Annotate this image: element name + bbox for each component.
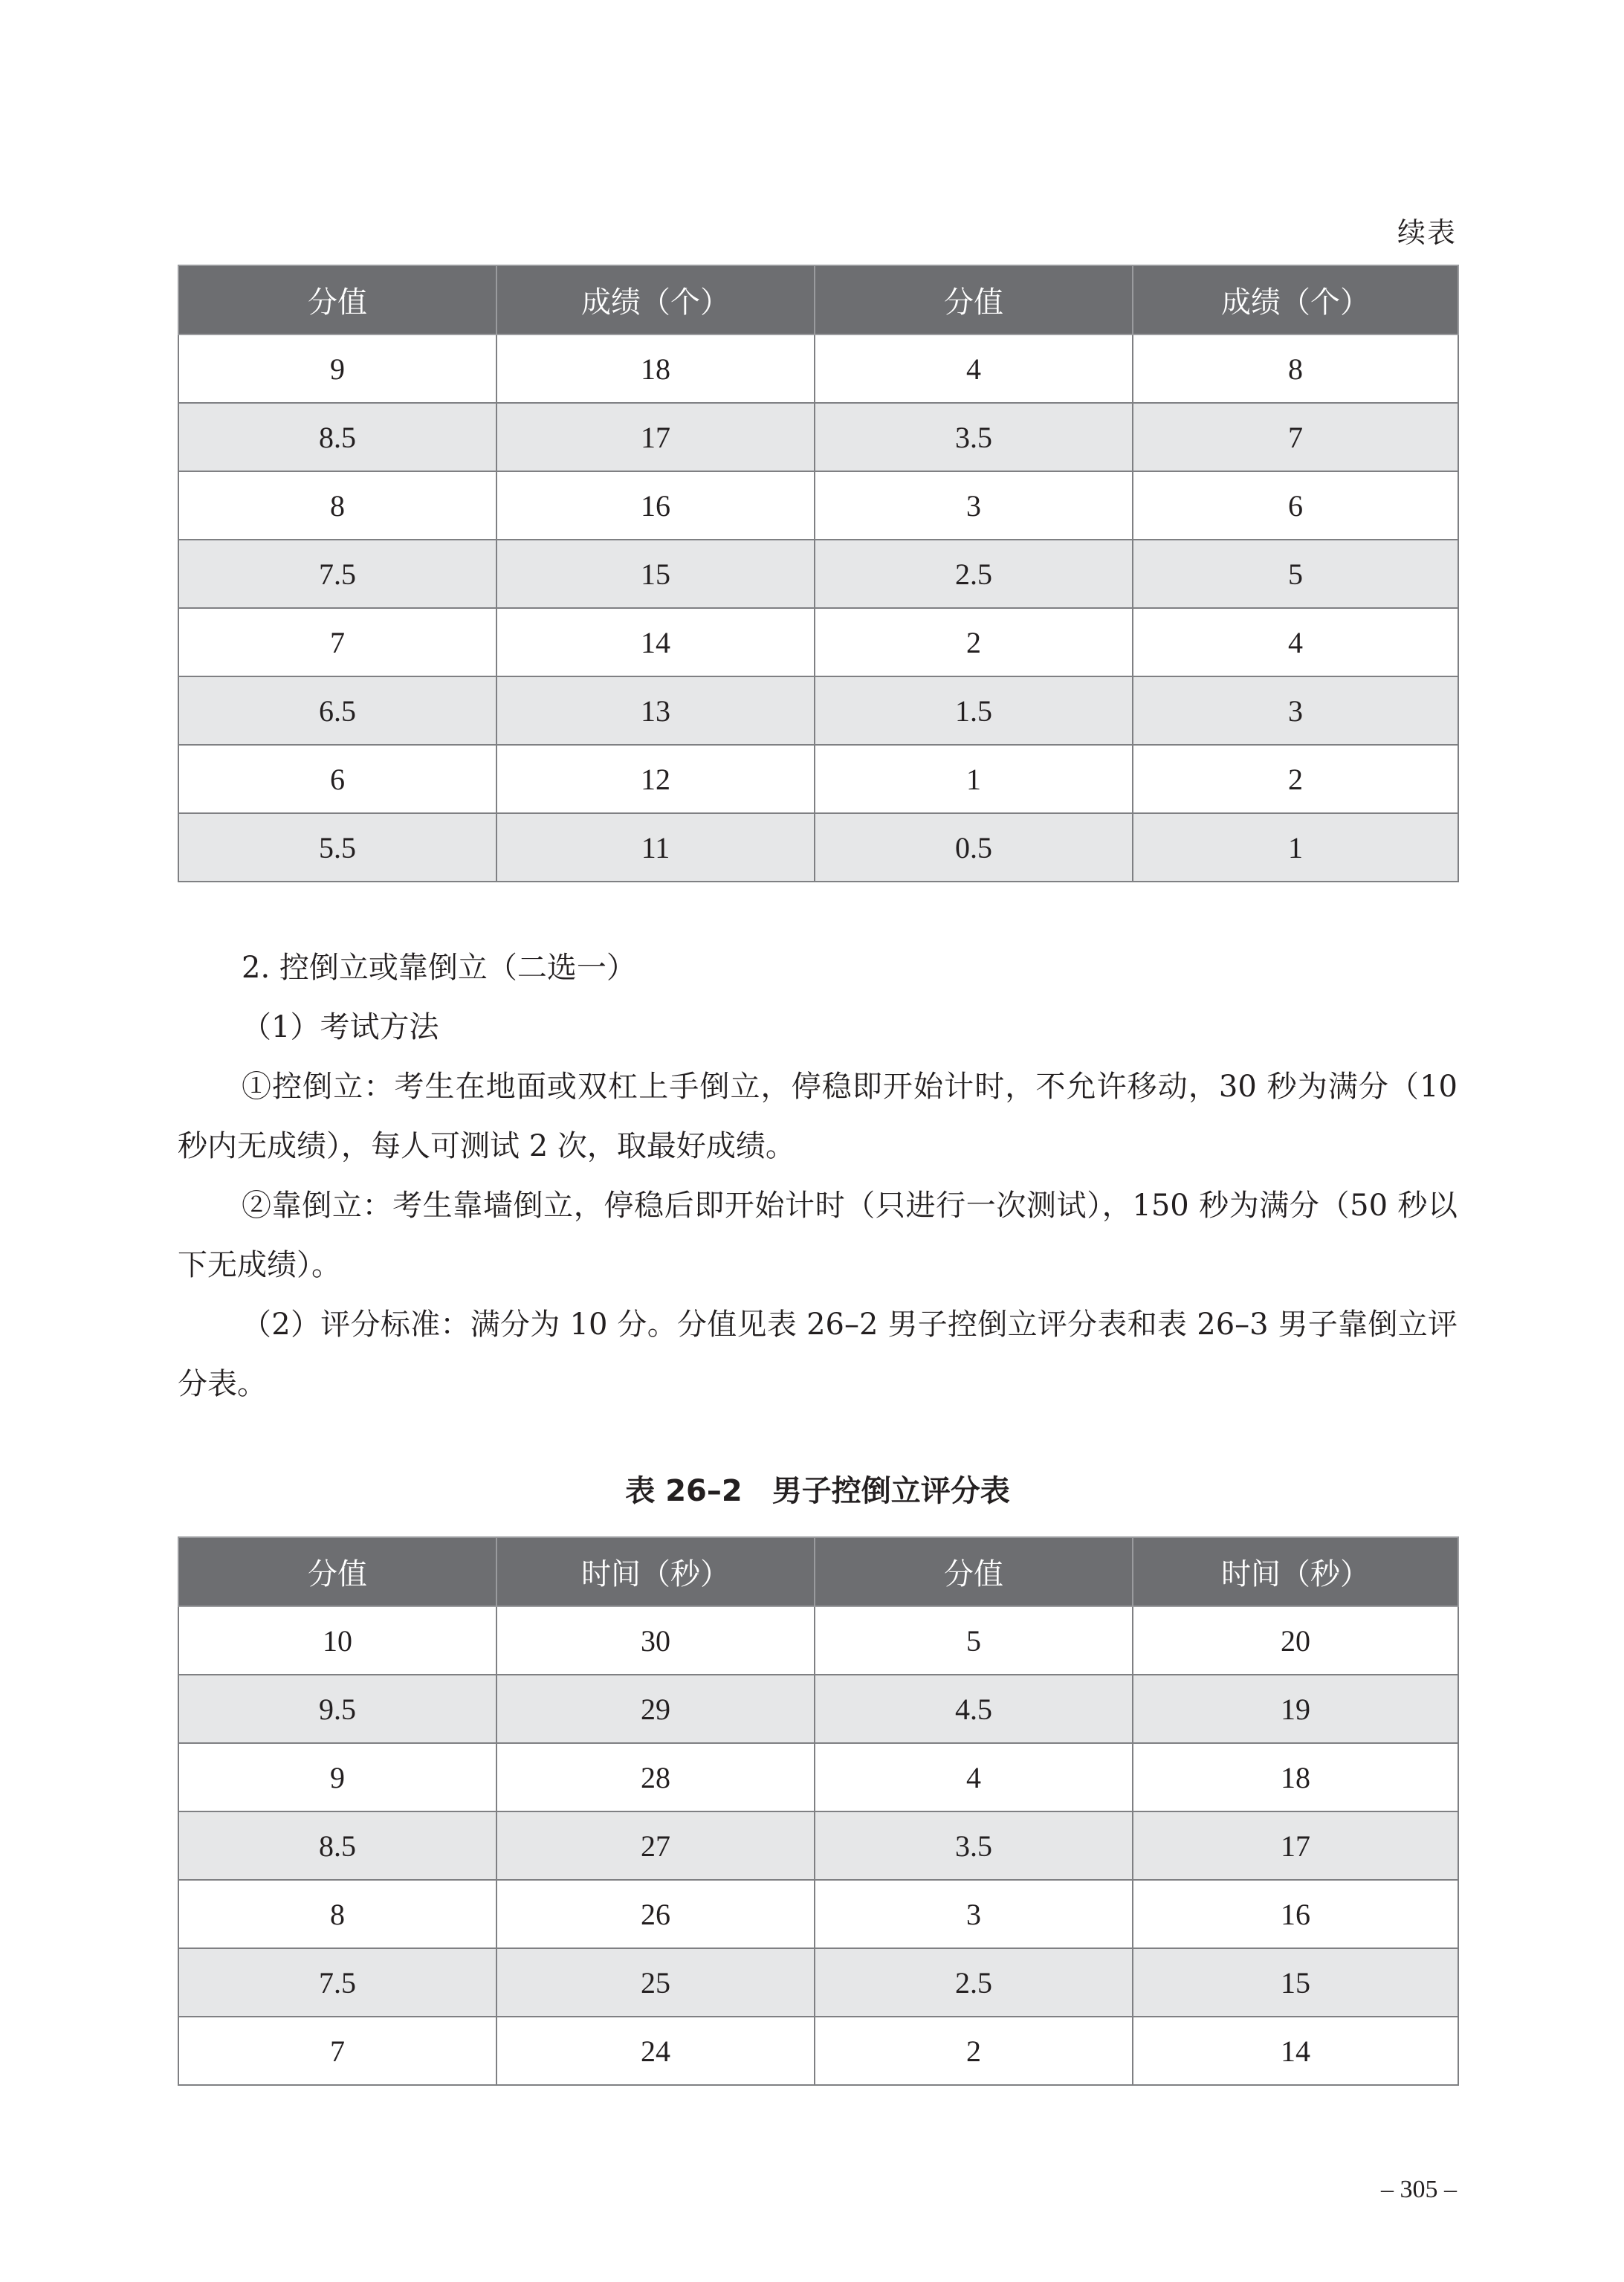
column-header-result: 成绩（个） bbox=[496, 265, 815, 334]
method-item-handstand: ①控倒立：考生在地面或双杠上手倒立，停稳即开始计时，不允许移动，30 秒为满分（10 秒内无成绩），每人可测试 2 次，取最好成绩。 bbox=[178, 1070, 1458, 1163]
table-row bbox=[178, 813, 1458, 882]
scoring-standard: （2）评分标准：满分为 10 分。分值见表 26–2 男子控倒立评分表和表 26–3 男子靠倒立评分表。 bbox=[178, 1308, 1458, 1401]
table-row bbox=[178, 608, 1458, 676]
table-cell: 2 bbox=[815, 608, 1133, 676]
table-cell: 2 bbox=[815, 2017, 1133, 2085]
table-cell: 20 bbox=[1133, 1606, 1458, 1675]
table-row bbox=[178, 1948, 1458, 2017]
table-title: 表 26–2 男子控倒立评分表 bbox=[625, 1474, 1010, 1508]
table-cell: 7 bbox=[178, 608, 496, 676]
table-cell: 13 bbox=[496, 676, 815, 745]
table-cell: 9 bbox=[178, 334, 496, 403]
table-cell: 4 bbox=[1133, 608, 1458, 676]
table-cell: 15 bbox=[1133, 1948, 1458, 2017]
page-number: – 305 – bbox=[1381, 2176, 1457, 2203]
table-row bbox=[178, 2017, 1458, 2085]
table-row bbox=[178, 403, 1458, 471]
table-row bbox=[178, 1606, 1458, 1675]
method-heading: （1）考试方法 bbox=[242, 1010, 439, 1044]
table-cell: 2 bbox=[1133, 745, 1458, 813]
column-header-time: 时间（秒） bbox=[496, 1537, 815, 1606]
table-cell: 3 bbox=[815, 1880, 1133, 1948]
table-cell: 26 bbox=[496, 1880, 815, 1948]
table-row bbox=[178, 1880, 1458, 1948]
table-cell: 27 bbox=[496, 1811, 815, 1880]
table-cell: 4 bbox=[815, 334, 1133, 403]
table-cell: 6.5 bbox=[178, 676, 496, 745]
table-row bbox=[178, 745, 1458, 813]
table-cell: 30 bbox=[496, 1606, 815, 1675]
table-cell: 19 bbox=[1133, 1675, 1458, 1743]
table-cell: 24 bbox=[496, 2017, 815, 2085]
handstand-score-table bbox=[178, 1536, 1459, 2086]
table-cell: 6 bbox=[1133, 471, 1458, 540]
table-cell: 5 bbox=[1133, 540, 1458, 608]
table-cell: 7 bbox=[178, 2017, 496, 2085]
table-cell: 16 bbox=[496, 471, 815, 540]
section-heading: 2. 控倒立或靠倒立（二选一） bbox=[242, 951, 636, 985]
table-cell: 16 bbox=[1133, 1880, 1458, 1948]
table-cell: 17 bbox=[1133, 1811, 1458, 1880]
table-cell: 3 bbox=[1133, 676, 1458, 745]
table-cell: 3.5 bbox=[815, 403, 1133, 471]
table-cell: 28 bbox=[496, 1743, 815, 1811]
table-cell: 8 bbox=[178, 471, 496, 540]
table-cell: 25 bbox=[496, 1948, 815, 2017]
table-cell: 7.5 bbox=[178, 1948, 496, 2017]
table-cell: 12 bbox=[496, 745, 815, 813]
column-header-score: 分值 bbox=[178, 265, 496, 334]
table-cell: 3 bbox=[815, 471, 1133, 540]
table-cell: 6 bbox=[178, 745, 496, 813]
table-cell: 4 bbox=[815, 1743, 1133, 1811]
table-cell: 18 bbox=[1133, 1743, 1458, 1811]
table-cell: 1 bbox=[815, 745, 1133, 813]
table-cell: 4.5 bbox=[815, 1675, 1133, 1743]
table-cell: 11 bbox=[496, 813, 815, 882]
table-row bbox=[178, 471, 1458, 540]
table-cell: 9.5 bbox=[178, 1675, 496, 1743]
table-cell: 8 bbox=[1133, 334, 1458, 403]
table-cell: 5.5 bbox=[178, 813, 496, 882]
table-row bbox=[178, 334, 1458, 403]
table-row bbox=[178, 540, 1458, 608]
table-header-row bbox=[178, 265, 1458, 334]
table-row bbox=[178, 676, 1458, 745]
method-item-wall-handstand: ②靠倒立：考生靠墙倒立，停稳后即开始计时（只进行一次测试），150 秒为满分（50 秒以下无成绩）。 bbox=[178, 1189, 1458, 1282]
table-row bbox=[178, 1743, 1458, 1811]
table-cell: 5 bbox=[815, 1606, 1133, 1675]
table-cell: 8.5 bbox=[178, 403, 496, 471]
table-row bbox=[178, 1811, 1458, 1880]
column-header-time: 时间（秒） bbox=[1133, 1537, 1458, 1606]
table-header-row bbox=[178, 1537, 1458, 1606]
table-cell: 9 bbox=[178, 1743, 496, 1811]
table-cell: 1 bbox=[1133, 813, 1458, 882]
column-header-result: 成绩（个） bbox=[1133, 265, 1458, 334]
table-cell: 18 bbox=[496, 334, 815, 403]
continued-table-label: 续表 bbox=[1397, 216, 1457, 249]
table-cell: 17 bbox=[496, 403, 815, 471]
table-cell: 2.5 bbox=[815, 1948, 1133, 2017]
table-cell: 14 bbox=[1133, 2017, 1458, 2085]
table-cell: 8.5 bbox=[178, 1811, 496, 1880]
table-cell: 1.5 bbox=[815, 676, 1133, 745]
column-header-score: 分值 bbox=[815, 1537, 1133, 1606]
table-cell: 0.5 bbox=[815, 813, 1133, 882]
column-header-score: 分值 bbox=[815, 265, 1133, 334]
column-header-score: 分值 bbox=[178, 1537, 496, 1606]
table-cell: 15 bbox=[496, 540, 815, 608]
table-row bbox=[178, 1675, 1458, 1743]
table-cell: 29 bbox=[496, 1675, 815, 1743]
score-table-continued bbox=[178, 265, 1459, 882]
table-cell: 14 bbox=[496, 608, 815, 676]
table-cell: 7.5 bbox=[178, 540, 496, 608]
table-cell: 10 bbox=[178, 1606, 496, 1675]
table-cell: 3.5 bbox=[815, 1811, 1133, 1880]
table-cell: 2.5 bbox=[815, 540, 1133, 608]
table-cell: 8 bbox=[178, 1880, 496, 1948]
table-cell: 7 bbox=[1133, 403, 1458, 471]
